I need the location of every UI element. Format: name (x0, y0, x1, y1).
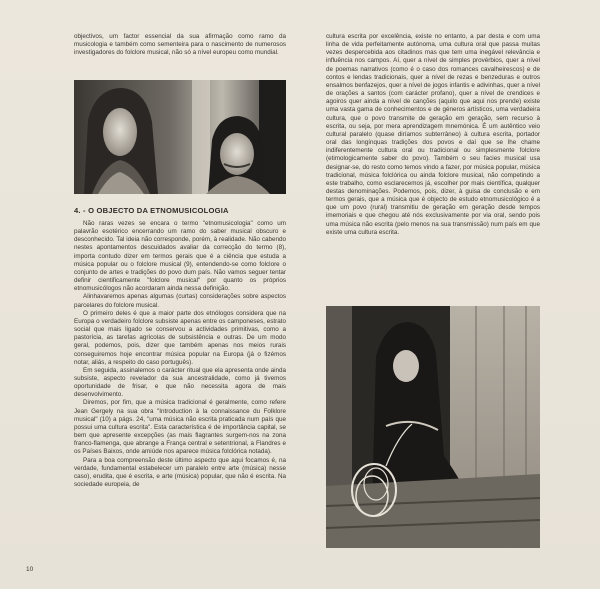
left-column-body (74, 198, 286, 489)
photo-two-elderly-women (74, 80, 286, 194)
paragraph-3: O primeiro deles é que a maior parte dos etnólogos considera que na Europa o verdadeiro folclore subsiste apenas entre os camponeses, estrato social que mais ligado se conservou a actividades primitivas, como a pastorícia, as tarefas agrícolas de subsistência e outras. De um modo geral, podemos, pois, dizer que também apenas nos meios rurais conseguiremos hoje encontrar música popular na Europa (já o fizémos notar, aliás, a respeito do caso português). (74, 309, 286, 366)
intro-paragraph: objectivos, um factor essencial da sua afirmação como ramo da musicologia e também como sementeira para o nascimento de numerosos investigadores do folclore musical, não só a nível europeu como mundial. (74, 33, 286, 57)
left-column (74, 33, 286, 57)
paragraph-1: Não raras vezes se encara o termo "etnomusicologia" como um palavrão esotérico encerrando um ramo do saber musical obscuro e desconhecido. Tal ideia não corresponde, porém, à realidade. Não cabendo nestes apontamentos descuidados avaliar da correcção do termo (8), importa contudo dizer em termos gerais que é a ciência que estuda a música popular ou o folclore musical (9), entendendo-se como folclore o conjunto de artes e tradições do povo dum país. Não vamos seguer tentar definir cientificamente "folclore musical" por quanto os próprios etnomusicólogos não acordaram ainda nessa definição. (74, 220, 286, 293)
photo-two-elderly-women-graphic (74, 80, 286, 194)
right-paragraph-1: cultura escrita por excelência, existe no entanto, a par desta e com uma linha de vida perfeitamente autónoma, uma cultura oral que passa muitas vezes despercebida aos citadinos mas que tem uma inegável relevância e influência nos campos. Aí, quer a nível de simples provérbios, quer a nível de poemas narrativos (como é o caso dos romances cavalheirescos) e de contos e lendas tradicionais, quer a nível de rezas e benzeduras e outros ensalmos benfazejos, quer a nível de jogos infantis e adivinhas, quer a nível de orações a santos (com carácter profano), quer a nível de crendices e agoiros quer ainda a nível de canções (aquilo que aqui nos prende) existe uma vasta gama de conhecimentos e de géneros artísticos, uma verdadeira cultura, que o povo transmite de geração em geração, sem recurso à escrita, ou seja, por mera aprendizagem mnemónica. É um autêntico veio cultural paralelo (quase diríamos subterrâneo) à cultura escrita, portador oral das longínquas tradições dos povos e daí que se lhe chame indiferentemente cultura oral ou tradicional ou simplesmente folclore (etimologicamente saber do povo). Também o seu facies musical usa designar-se, do resto como temos vindo a fazer, por música popular, música tradicional, música folclórica ou ainda folclore musical, não competindo a este trabalho, como esclarecemos já, escolher por mais científica, qualquer destas denominações. Podemos, pois, dizer, à guisa de conclusão e em termos gerais, que a música que é objecto de estudo etnomusicológico é a que um povo (rural) transmitiu de geração em geração desde tempos imemoriais e que chegou até nós exclusivamente por via oral, sendo pois uma música não escrita (pelo menos na sua transmissão) num país em que existe uma cultura escrita. (326, 33, 540, 236)
right-column (326, 33, 540, 237)
section-heading: 4. - O OBJECTO DA ETNOMUSICOLOGIA (74, 206, 229, 215)
photo-woman-spinning-graphic (326, 306, 540, 548)
paragraph-4: Em seguida, assinalemos o carácter ritual que ela apresenta onde ainda subsiste, aspecto revelador da sua ancestralidade, como já tivemos oportunidade de frisar, e que não necessita agora de mais desenvolvimento. (74, 366, 286, 399)
paragraph-5: Diremos, por fim, que a música tradicional é geralmente, como refere Jean Gergely na sua obra "Introduction à la connaissance du Folklore musical" (10) a págs. 24, "uma música não escrita praticada num país que possui uma cultura escrita". Esta característica é de importância capital, se bem que apresente excepções (as mais flagrantes surgem-nos na zona franco-flamenga, que abrange a França central e setentrional, a Flandres e os Países Baixos, onde amiúde nos aparece música folclórica notada). (74, 399, 286, 456)
paragraph-6: Para a boa compreensão deste último aspecto que aqui focamos é, na verdade, fundamental estabelecer um paralelo entre arte (música) nesse caso), erudita, que é escrita, e arte (música) popular, que não é escrita. Na sociedade europeia, de (74, 456, 286, 488)
page-number: 10 (26, 566, 34, 573)
paragraph-2: Alinhavaremos apenas algumas (curtas) considerações sobre aspectos parcelares do folclore musical. (74, 293, 286, 309)
photo-woman-spinning-thread (326, 306, 540, 548)
